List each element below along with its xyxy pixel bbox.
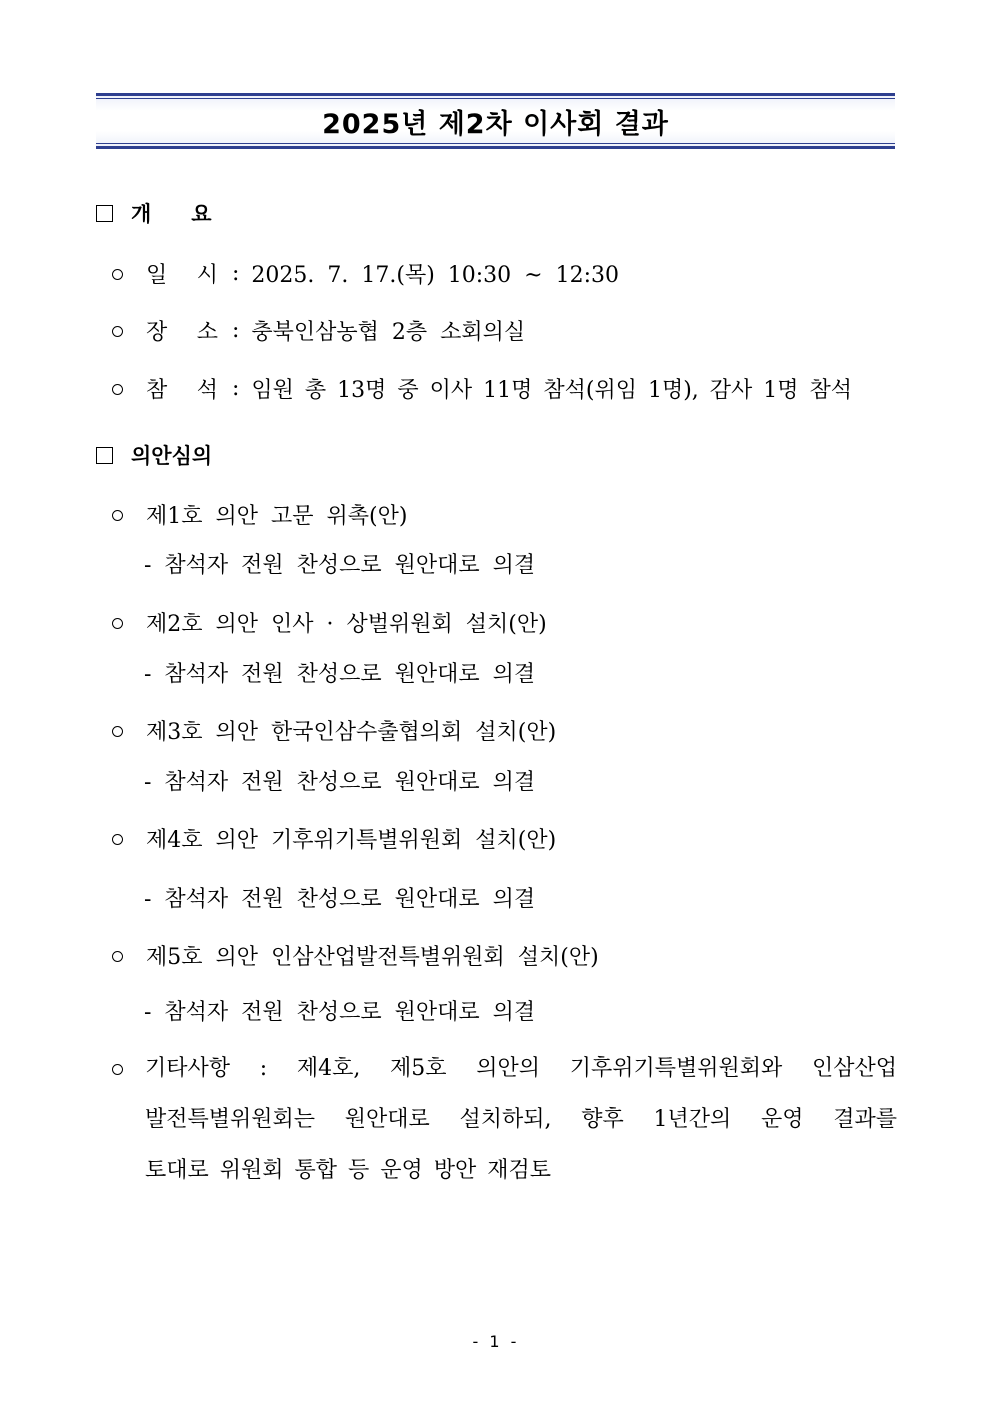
circle-bullet-icon [112,618,123,629]
circle-bullet-icon [112,834,123,845]
agenda-item-result: - 참석자 전원 찬성으로 원안대로 의결 [144,661,536,687]
title-banner [96,93,895,149]
paragraph-line: 발전특별위원회는 원안대로 설치하되, 향후 1년간의 운영 결과를 [145,1107,897,1132]
circle-bullet-icon [112,951,123,962]
page-number: - 1 - [472,1332,520,1351]
section-title-char: 개 [131,202,152,226]
document-title: 2025년 제2차 이사회 결과 [322,108,669,140]
field-value: 2025. 7. 17.(목) 10:30 ~ 12:30 [251,262,619,288]
agenda-item-title: 제3호 의안 한국인삼수출협의회 설치(안) [146,719,557,745]
paragraph-line: 기타사항 : 제4호, 제5호 의안의 기후위기특별위원회와 인삼산업 [145,1056,897,1081]
section-title: 의안심의 [131,444,213,468]
section-header-overview [96,198,212,228]
agenda-item [112,713,556,747]
agenda-item-result: - 참석자 전원 찬성으로 원안대로 의결 [144,769,536,795]
overview-item-date: 일 시 : 2025. 7. 17.(목) 10:30 ~ 12:30 [112,256,619,290]
field-label: 참 석 [146,377,218,403]
agenda-item-result: - 참석자 전원 찬성으로 원안대로 의결 [144,999,536,1025]
field-value: 충북인삼농협 2층 소회의실 [251,319,526,345]
overview-item-attendance: 참 석 : 임원 총 13명 중 이사 11명 참석(위임 1명), 감사 1명 참석 [112,371,852,405]
square-bullet-icon [96,205,113,222]
agenda-item [112,605,547,639]
agenda-item-title: 제4호 의안 기후위기특별위원회 설치(안) [146,827,557,853]
field-label: 장 소 [146,319,218,345]
section-header-agenda [96,440,212,470]
square-bullet-icon [96,447,113,464]
agenda-item [112,821,556,855]
agenda-item-result: - 참석자 전원 찬성으로 원안대로 의결 [144,552,536,578]
circle-bullet-icon [112,326,123,337]
circle-bullet-icon [112,510,123,521]
circle-bullet-icon [112,269,123,280]
circle-bullet-icon [112,1064,123,1075]
field-label: 일 시 [146,262,218,288]
field-value: 임원 총 13명 중 이사 11명 참석(위임 1명), 감사 1명 참석 [251,377,853,403]
agenda-item [112,938,599,972]
agenda-item-title: 제1호 의안 고문 위촉(안) [146,503,408,529]
agenda-item-title: 제2호 의안 인사 · 상벌위원회 설치(안) [146,611,547,637]
agenda-item-result: - 참석자 전원 찬성으로 원안대로 의결 [144,886,536,912]
agenda-item-title: 제5호 의안 인삼산업발전특별위원회 설치(안) [146,944,599,970]
agenda-item [112,497,407,531]
paragraph-line: 토대로 위원회 통합 등 운영 방안 재검토 [145,1158,551,1183]
other-matters-paragraph [145,1043,897,1196]
overview-item-place: 장 소 : 충북인삼농협 2층 소회의실 [112,313,525,347]
circle-bullet-icon [112,726,123,737]
other-matters-bullet-row [112,1051,146,1085]
circle-bullet-icon [112,384,123,395]
section-title-char: 요 [191,202,212,226]
